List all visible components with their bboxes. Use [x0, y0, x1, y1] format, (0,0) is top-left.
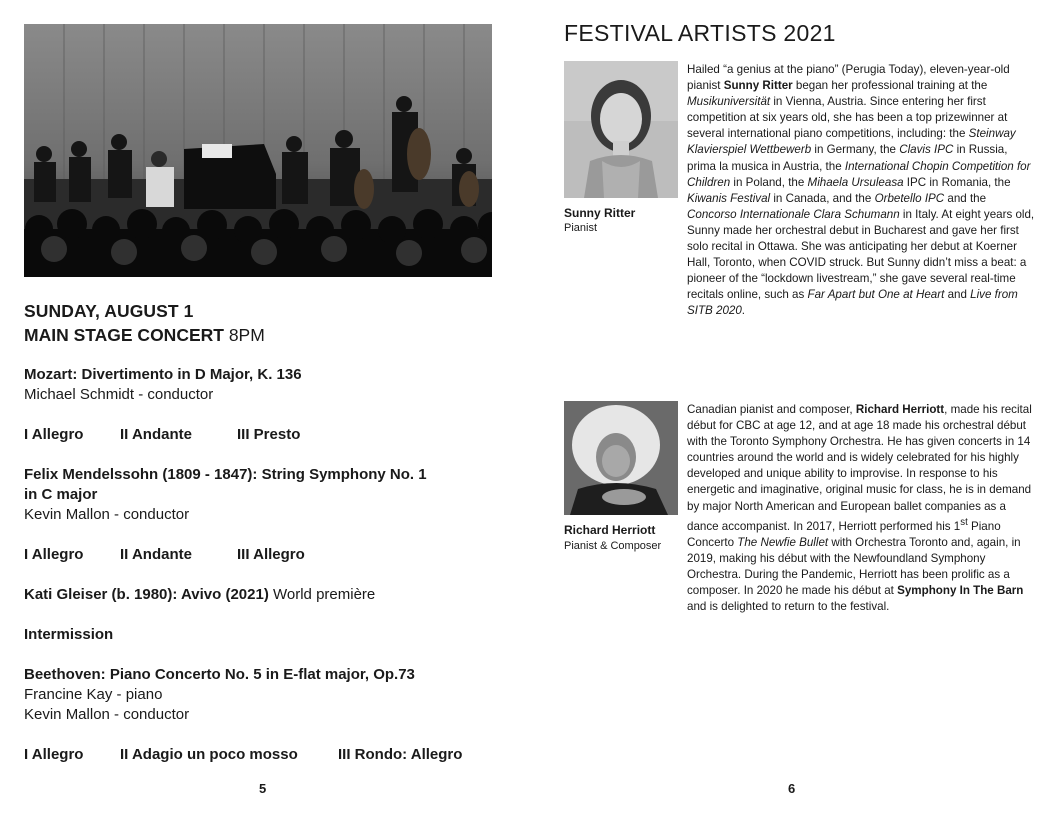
movement: III Rondo: Allegro — [338, 746, 463, 763]
concert-time: 8PM — [228, 325, 265, 345]
bio-text: and — [944, 288, 971, 302]
bio-text: in Italy. At eight years old, Sunny made her orchestral debut in Bucharest and gave her first solo recital in Ottawa. She was anticipating her debut at Koerner Hall, Toronto, when COVID struck. But Sunny didn’t miss a beat: a pioneer of the “lockdown livestream,” she gave several real-time recitals online, such as — [687, 207, 1035, 302]
bio-italic: Far Apart but One at Heart — [807, 288, 945, 302]
bio-text: Piano Concerto — [687, 519, 1001, 549]
performer: Francine Kay - piano — [24, 686, 163, 703]
performer: Michael Schmidt - conductor — [24, 386, 214, 403]
concert-photo — [24, 24, 492, 277]
piece-title: Felix Mendelssohn (1809 - 1847): String Symphony No. 1 — [24, 466, 427, 483]
bio-italic: Steinway Klavierspiel Wettbewerb — [687, 127, 1016, 157]
concert-date: SUNDAY, AUGUST 1 — [24, 301, 194, 321]
movements-mozart — [24, 425, 504, 445]
performer: Kevin Mallon - conductor — [24, 706, 190, 723]
movement: I Allegro — [24, 426, 84, 443]
movement: III Allegro — [237, 546, 305, 563]
bio-text: in Poland, the — [730, 175, 808, 189]
concert-heading — [24, 323, 265, 347]
bio-text: and is delighted to return to the festival. — [687, 599, 890, 613]
bio-text: in Canada, and the — [770, 191, 875, 205]
program-item-beethoven — [24, 665, 504, 725]
bio-italic: Clavis IPC — [899, 143, 954, 157]
movement: II Adagio un poco mosso — [120, 746, 298, 763]
artist-name: Richard Herriott — [564, 523, 656, 537]
movement: I Allegro — [24, 546, 84, 563]
artist-role: Pianist — [564, 222, 598, 234]
bio-text: began her professional training at the — [792, 79, 988, 93]
page-number-right: 6 — [788, 781, 796, 796]
artist-bio-richard-herriott — [687, 402, 1037, 615]
movement: II Andante — [120, 426, 192, 443]
bio-text: in Vienna, Austria. Since entering her first competition at six years old, she has been a top prizewinner at several international piano competitions, including: the — [687, 95, 1008, 141]
bio-text: . — [741, 304, 746, 318]
bio-italic: The Newfie Bullet — [737, 535, 829, 549]
bio-name: Sunny Ritter — [723, 79, 793, 93]
program-item-mozart — [24, 365, 504, 405]
artist-photo-sunny-ritter — [564, 61, 678, 198]
bio-text: Canadian pianist and composer, — [687, 403, 856, 416]
movements-mendelssohn — [24, 545, 504, 565]
section-title: FESTIVAL ARTISTS 2021 — [564, 20, 836, 46]
movement: I Allegro — [24, 746, 84, 763]
bio-text: with Orchestra Toronto and, again, in 2019, making his début with the Newfoundland Symphony Orchestra. During the Pandemic, Herriott has been prolific as a composer. In 2020 he made his début at — [687, 535, 1021, 597]
bio-text: , made his recital début for CBC at age 12, and at age 18 made his orchestral début with the Toronto Symphony Orchestra. He has given concerts in 14 countries around the world and is widely celebrated for his highly developed and unique ability to improvise. In response to his energetic and imaginative, original music for class, he is in demand by major North American and European ballet companies as a dance accompanist. In 2017, Herriott performed his 1 — [687, 403, 1032, 533]
bio-text: IPC in Romania, the — [903, 175, 1011, 189]
bio-italic: Mihaela Ursuleasa — [807, 175, 904, 189]
artist-role: Pianist & Composer — [564, 540, 662, 552]
concert-venue: MAIN STAGE CONCERT — [24, 325, 224, 345]
concert-program — [24, 365, 504, 785]
program-item-mendelssohn — [24, 465, 504, 525]
movement: II Andante — [120, 546, 192, 563]
artist-bio-sunny-ritter — [687, 62, 1037, 320]
piece-title: Beethoven: Piano Concerto No. 5 in E-flat major, Op.73 — [24, 666, 415, 683]
bio-text: in Germany, the — [811, 143, 900, 157]
page-number-left: 5 — [259, 781, 267, 796]
bio-venue: Symphony In The Barn — [897, 583, 1024, 597]
bio-italic: Orbetello IPC — [874, 191, 945, 205]
movement: III Presto — [237, 426, 301, 443]
bio-name: Richard Herriott — [855, 403, 945, 416]
program-item-gleiser — [24, 585, 504, 605]
bio-text: and the — [944, 191, 987, 205]
premiere-note: World première — [273, 586, 376, 603]
program-item-intermission — [24, 625, 504, 645]
bio-italic: Concorso Internationale Clara Schumann — [687, 207, 900, 221]
bio-text: in Russia, prima la musica in Austria, the — [687, 143, 1008, 173]
bio-italic: Kiwanis Festival — [687, 191, 771, 205]
bio-italic: International Chopin Competition for Children — [687, 159, 1031, 189]
bio-italic: Live from SITB 2020 — [687, 288, 1018, 318]
artist-name: Sunny Ritter — [564, 206, 636, 220]
artist-photo-richard-herriott — [564, 401, 678, 515]
bio-superscript: st — [960, 516, 968, 528]
movements-beethoven — [24, 745, 504, 765]
piece-title — [24, 585, 504, 605]
piece-title: Mozart: Divertimento in D Major, K. 136 — [24, 366, 302, 383]
bio-italic: Musikuniversität — [687, 95, 771, 109]
piece-title-continued: in C major — [24, 486, 98, 503]
performer: Kevin Mallon - conductor — [24, 506, 190, 523]
bio-text: Hailed “a genius at the piano” (Perugia Today), eleven-year-old pianist — [687, 63, 1010, 93]
intermission-label: Intermission — [24, 626, 114, 643]
piece-title-text: Kati Gleiser (b. 1980): Avivo (2021) — [24, 586, 269, 603]
